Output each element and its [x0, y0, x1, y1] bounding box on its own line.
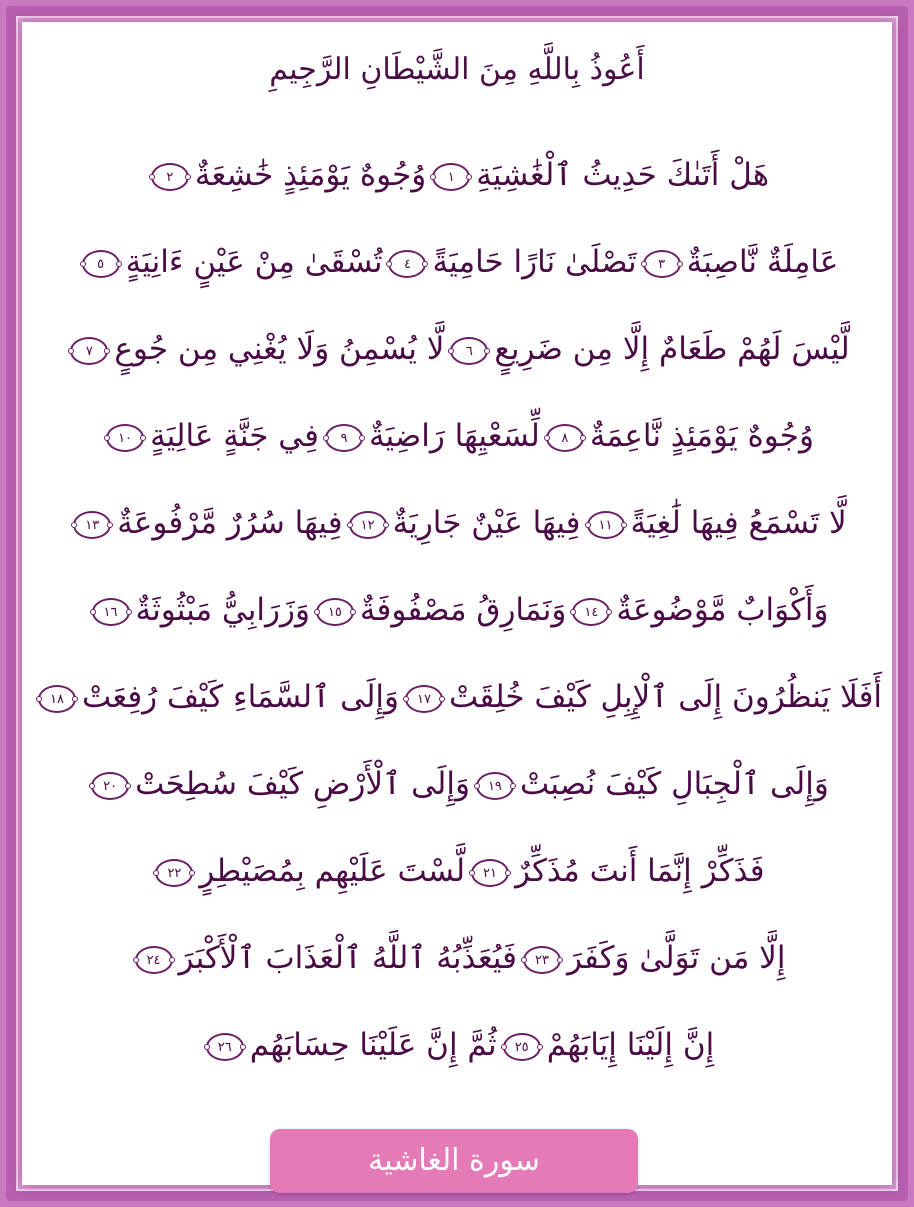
ayah-text: فِيهَا سُرُرٌ مَّرْفُوعَةٌ — [117, 505, 343, 541]
surah-title-badge: سورة الغاشية — [270, 1129, 638, 1193]
ayah-number-marker: ١٥ — [316, 598, 354, 626]
ayah-text: وَأَكْوَابٌ مَّوْضُوعَةٌ — [616, 592, 829, 628]
verse-line — [22, 567, 892, 654]
ayah-text: لِّسَعْيِهَا رَاضِيَةٌ — [368, 418, 540, 454]
ayah-text: فِي جَنَّةٍ عَالِيَةٍ — [150, 418, 319, 454]
verse-line — [22, 132, 892, 219]
ayah-text: وُجُوهٌ يَوْمَئِذٍ نَّاعِمَةٌ — [589, 418, 814, 454]
ayah-text: هَلْ أَتَىٰكَ حَدِيثُ ٱلْغَٰشِيَةِ — [476, 157, 770, 193]
ayah-number-marker: ٢٤ — [135, 946, 173, 974]
ayah-number-marker: ١٤ — [572, 598, 610, 626]
ayah-number-marker: ١٠ — [106, 424, 144, 452]
ayah-number-marker: ١٨ — [38, 685, 76, 713]
verse-line — [22, 480, 892, 567]
ayah-number-marker: ٤ — [388, 250, 426, 278]
verse-line — [22, 393, 892, 480]
ayah-number-marker: ١٢ — [349, 511, 387, 539]
ayah-text: تُسْقَىٰ مِنْ عَيْنٍ ءَانِيَةٍ — [125, 244, 383, 280]
verse-line — [22, 741, 892, 828]
ayah-text: وَإِلَى ٱلْجِبَالِ كَيْفَ نُصِبَتْ — [519, 766, 829, 802]
ayah-text: وَزَرَابِيُّ مَبْثُوثَةٌ — [135, 592, 310, 628]
mushaf-page — [22, 22, 892, 1185]
ayah-number-marker: ٢٠ — [91, 772, 129, 800]
ayah-text: لَّا تَسْمَعُ فِيهَا لَٰغِيَةً — [630, 505, 847, 541]
ayah-number-marker: ١٧ — [405, 685, 443, 713]
ayah-number-marker: ٢٢ — [155, 859, 193, 887]
ayah-text: فَيُعَذِّبُهُ ٱللَّهُ ٱلْعَذَابَ ٱلْأَكْبَرَ — [178, 940, 517, 976]
ayah-number-marker: ٢٥ — [503, 1033, 541, 1061]
verse-line — [22, 306, 892, 393]
ayah-text: فِيهَا عَيْنٌ جَارِيَةٌ — [392, 505, 581, 541]
ayah-text: وَإِلَى ٱلْأَرْضِ كَيْفَ سُطِحَتْ — [135, 766, 470, 802]
ayah-text: لَّسْتَ عَلَيْهِم بِمُصَيْطِرٍ — [199, 853, 466, 889]
ayah-number-marker: ٢٣ — [523, 946, 561, 974]
ayah-text: إِنَّ إِلَيْنَا إِيَابَهُمْ — [546, 1027, 715, 1063]
ayah-number-marker: ٦ — [450, 337, 488, 365]
ayah-number-marker: ٢ — [151, 163, 189, 191]
ayah-text: وَإِلَى ٱلسَّمَاءِ كَيْفَ رُفِعَتْ — [81, 679, 399, 715]
ayah-text: وَنَمَارِقُ مَصْفُوفَةٌ — [359, 592, 567, 628]
ayah-number-marker: ١٩ — [476, 772, 514, 800]
ayah-number-marker: ١ — [432, 163, 470, 191]
ayah-number-marker: ٩ — [325, 424, 363, 452]
verse-line — [22, 828, 892, 915]
ayah-number-marker: ٣ — [643, 250, 681, 278]
ayah-number-marker: ٧ — [70, 337, 108, 365]
ayah-text: أَفَلَا يَنظُرُونَ إِلَى ٱلْإِبِلِ كَيْفَ خُلِقَتْ — [448, 679, 883, 715]
ayah-number-marker: ٢١ — [471, 859, 509, 887]
ayah-text: لَّيْسَ لَهُمْ طَعَامٌ إِلَّا مِن ضَرِيعٍ — [494, 331, 850, 367]
istiadha-heading: أَعُوذُ بِاللَّهِ مِنَ الشَّيْطَانِ الرَّجِيمِ — [269, 52, 645, 87]
verse-line — [22, 654, 892, 741]
ayah-text: إِلَّا مَن تَوَلَّىٰ وَكَفَرَ — [566, 940, 786, 976]
ayah-number-marker: ٥ — [82, 250, 120, 278]
ayah-number-marker: ١١ — [587, 511, 625, 539]
ayah-number-marker: ٨ — [546, 424, 584, 452]
ayah-number-marker: ١٦ — [92, 598, 130, 626]
ayah-text: لَّا يُسْمِنُ وَلَا يُغْنِي مِن جُوعٍ — [114, 331, 445, 367]
verse-line — [22, 915, 892, 1002]
ayah-text: ثُمَّ إِنَّ عَلَيْنَا حِسَابَهُم — [249, 1027, 497, 1063]
ayah-number-marker: ٢٦ — [206, 1033, 244, 1061]
verse-line — [22, 1002, 892, 1089]
ayah-text: وُجُوهٌ يَوْمَئِذٍ خَٰشِعَةٌ — [194, 157, 427, 193]
ayah-number-marker: ١٣ — [73, 511, 111, 539]
ayah-text: فَذَكِّرْ إِنَّمَا أَنتَ مُذَكِّرٌ — [515, 853, 765, 889]
verses-container — [22, 132, 892, 1089]
verse-line — [22, 219, 892, 306]
ayah-text: تَصْلَىٰ نَارًا حَامِيَةً — [432, 244, 637, 280]
ayah-text: عَامِلَةٌ نَّاصِبَةٌ — [686, 244, 839, 280]
